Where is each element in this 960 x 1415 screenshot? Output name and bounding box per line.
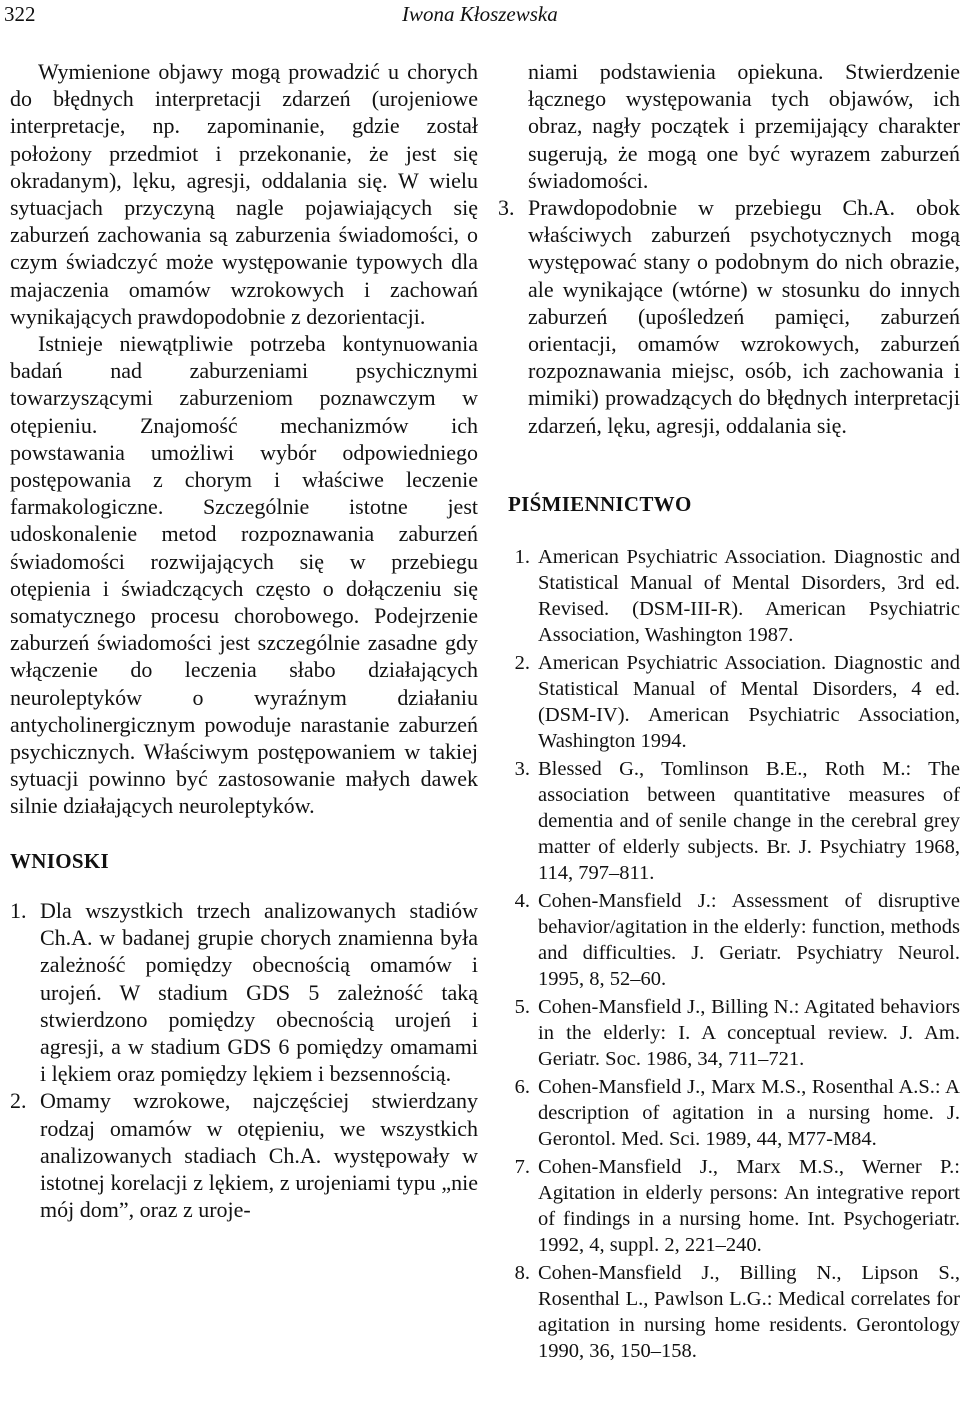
running-head-author: Iwona Kłoszewska <box>402 2 558 26</box>
reference-number: 5. <box>514 996 530 1019</box>
reference-text: American Psychiatric Association. Diagnostic and Statistical Manual of Mental Disorders, 3rd ed. Revised. (DSM-III-R). American Psychiatric Association, Washington 1987. <box>538 546 960 647</box>
reference-text: Cohen-Mansfield J.: Assessment of disruptive behavior/agitation in the elderly: function, methods and difficulties. J. Geriatr. Psychiatry Neurol. 1995, 8, 52–60. <box>538 890 960 991</box>
reference-item <box>498 1260 960 1364</box>
reference-number: 6. <box>514 1076 530 1099</box>
conclusion-item <box>498 194 960 439</box>
reference-text: Blessed G., Tomlinson B.E., Roth M.: The association between quantitative measures of dementia and of senile change in the cerebral grey matter of elderly subjects. Br. J. Psychiatry 1968, 114, 797–811. <box>538 758 960 885</box>
reference-text: Cohen-Mansfield J., Billing N., Lipson S., Rosenthal L., Pawlson L.G.: Medical correlates for agitation in nursing home residents. Gerontology 1990, 36, 150–158. <box>538 1262 960 1363</box>
conclusion-text: Dla wszystkich trzech analizowanych stadiów Ch.A. w badanej grupie chorych znamienna była zależność pomiędzy obecnością omamów i urojeń. W stadium GDS 5 zależność taką stwierdzono pomiędzy obecnością urojeń i agresji, a w stadium GDS 6 pomiędzy omamami i lękiem oraz pomiędzy lękiem i bezsennością. <box>40 897 478 1087</box>
references-list <box>498 544 960 1364</box>
reference-item <box>498 544 960 648</box>
reference-text: Cohen-Mansfield J., Marx M.S., Rosenthal A.S.: A description of agitation in a nursing home. J. Gerontol. Med. Sci. 1989, 44, M77-M84. <box>538 1076 960 1151</box>
reference-text: American Psychiatric Association. Diagnostic and Statistical Manual of Mental Disorders, 4 ed. (DSM-IV). American Psychiatric Association, Washington 1994. <box>538 652 960 753</box>
reference-number: 2. <box>514 652 530 675</box>
references-heading: PIŚMIENNICTWO <box>508 491 692 516</box>
reference-text: Cohen-Mansfield J., Marx M.S., Werner P.: Agitation in elderly persons: An integrative report of findings in a nursing home. Int. Psychogeriatr. 1992, 4, suppl. 2, 221–240. <box>538 1156 960 1257</box>
conclusion-continuation: niami podstawienia opiekuna. Stwierdzenie łącznego występowania tych objawów, ich obraz, nagły początek i przemijający charakter sugerują, że mogą one być wyrazem zaburzeń świadomości. <box>528 59 960 193</box>
body-paragraph: Istnieje niewątpliwie potrzeba kontynuowania badań nad zaburzeniami psychicznymi towarzyszącymi zaburzeniom poznawczym w otępieniu. Znajomość mechanizmów ich powstawania umożliwi wybór odpowiedniego postępowania z chorym i właściwe leczenie farmakologiczne. Szczególnie istotne jest udoskonalenie metod rozpoznawania zaburzeń świadomości rozwijających się w przebiegu otępienia i świadczących często o dołączeniu się somatycznego procesu chorobowego. Podejrzenie zaburzeń świadomości jest szczególnie zasadne gdy włączenie do leczenia słabo działających neuroleptyków o wyraźnym działaniu antycholinergicznym powoduje narastanie zaburzeń psychicznych. Właściwym postępowaniem w takiej sytuacji powinno być zastosowanie małych dawek silnie działających neuroleptyków. <box>10 331 478 819</box>
reference-item <box>498 756 960 886</box>
right-column <box>498 58 960 1366</box>
conclusion-item <box>10 1087 478 1223</box>
reference-number: 7. <box>514 1156 530 1179</box>
conclusion-text: Omamy wzrokowe, najczęściej stwierdzany rodzaj omamów w otępieniu, we wszystkich analizowanych stadiach Ch.A. występowały w istotnej korelacji z lękiem, z urojeniami typu „nie mój dom”, oraz z uroje- <box>40 1088 478 1223</box>
reference-number: 1. <box>514 546 530 569</box>
conclusion-item <box>10 897 478 1087</box>
reference-text: Cohen-Mansfield J., Billing N.: Agitated behaviors in the elderly: I. A conceptual review. J. Am. Geriatr. Soc. 1986, 34, 711–721. <box>538 996 960 1071</box>
left-column <box>10 58 478 1223</box>
reference-number: 8. <box>514 1262 530 1285</box>
reference-number: 3. <box>514 758 530 781</box>
conclusions-heading: WNIOSKI <box>10 848 109 873</box>
reference-item <box>498 888 960 992</box>
reference-item <box>498 650 960 754</box>
body-paragraph: Wymienione objawy mogą prowadzić u chorych do błędnych interpretacji zdarzeń (urojeniowe interpretacje, np. zapominanie, gdzie został położony przedmiot i przekonanie, że jest się okradanym), lęku, agresji, oddalania się. W wielu sytuacjach przyczyną nagle pojawiających się zaburzeń zachowania są zaburzenia świadomości, o czym świadczyć może występowanie typowych dla majaczenia omamów wzrokowych i zachowań wynikających prawdopodobnie z dezorientacji. <box>10 59 478 329</box>
page-header <box>0 0 960 50</box>
reference-item <box>498 1154 960 1258</box>
reference-item <box>498 1074 960 1152</box>
conclusion-text: Prawdopodobnie w przebiegu Ch.A. obok właściwych zaburzeń psychotycznych mogą występować stany o podobnym do nich obrazie, ale wynikające (wtórne) w stosunku do innych zaburzeń (upośledzeń pamięci, zaburzeń orientacji, omamów wzrokowych, zaburzeń rozpoznawania miejsc, osób, ich zachowania i mimiki) prowadzących do błędnych interpretacji zdarzeń, lęku, agresji, oddalania się. <box>528 195 960 438</box>
reference-number: 4. <box>514 890 530 913</box>
conclusion-number: 2. <box>10 1088 27 1114</box>
page-number: 322 <box>4 2 36 26</box>
reference-item <box>498 994 960 1072</box>
conclusion-number: 3. <box>498 195 515 221</box>
conclusion-number: 1. <box>10 897 27 923</box>
